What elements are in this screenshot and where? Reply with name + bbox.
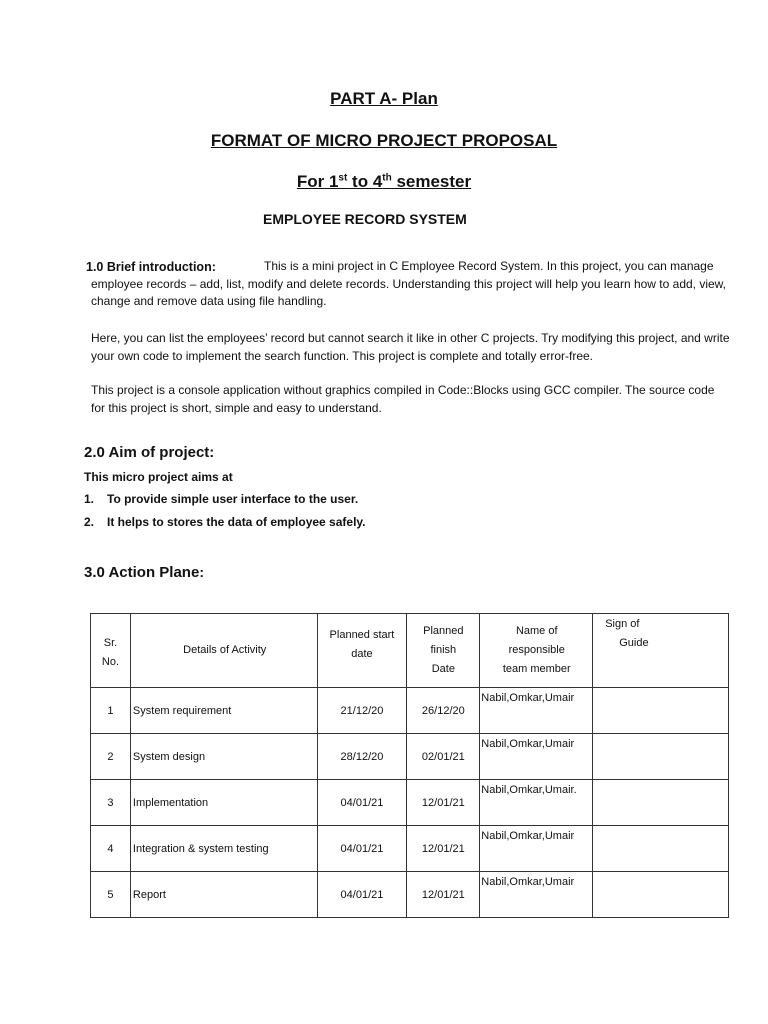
aim-item-number: 2. bbox=[84, 515, 95, 529]
intro-heading: 1.0 Brief introduction: bbox=[86, 260, 216, 274]
intro-paragraph-1 bbox=[91, 258, 731, 311]
cell-activity: Implementation bbox=[130, 780, 317, 826]
header-sr-line2: No. bbox=[101, 655, 120, 668]
intro-paragraph-1-text: This is a mini project in C Employee Record System. In this project, you can manage employee records – add, list, modify and delete records. Understanding this project will help you learn how to add, view, change and remove data using file handling. bbox=[91, 259, 727, 308]
cell-start-date: 04/01/21 bbox=[317, 872, 407, 918]
cell-sr: 5 bbox=[91, 872, 131, 918]
cell-finish-date: 12/01/21 bbox=[407, 780, 480, 826]
action-plan-heading-text: 3.0 Action Plane bbox=[84, 564, 200, 581]
cell-responsible: Nabil,Omkar,Umair bbox=[480, 688, 593, 734]
header-planned-finish bbox=[407, 614, 480, 688]
cell-finish-date: 12/01/21 bbox=[407, 872, 480, 918]
header-sign-line2: Guide bbox=[619, 637, 649, 649]
header-name-line3: team member bbox=[502, 663, 571, 675]
cell-activity: System requirement bbox=[130, 688, 317, 734]
aim-intro: This micro project aims at bbox=[84, 470, 233, 484]
intro-paragraph-2: Here, you can list the employees’ record but cannot search it like in other C projects. Try modifying this project, and write your own code to implement the search function. This project is complete and totally error-free. bbox=[91, 331, 730, 363]
cell-finish-date: 12/01/21 bbox=[407, 826, 480, 872]
cell-start-date: 04/01/21 bbox=[317, 826, 407, 872]
aim-list-item bbox=[84, 492, 358, 506]
action-plan-heading-colon: : bbox=[199, 564, 204, 580]
aim-list-item bbox=[84, 515, 366, 529]
cell-sr: 4 bbox=[91, 826, 131, 872]
header-sr-line1: Sr. bbox=[103, 636, 118, 649]
header-name-line1: Name of bbox=[515, 625, 558, 637]
cell-finish-date: 02/01/21 bbox=[407, 734, 480, 780]
cell-responsible: Nabil,Omkar,Umair bbox=[480, 872, 593, 918]
semester-sup-last: th bbox=[382, 172, 392, 184]
cell-sign bbox=[593, 872, 729, 918]
semester-prefix: For 1 bbox=[296, 172, 339, 191]
cell-sign bbox=[593, 734, 729, 780]
table-row bbox=[91, 688, 729, 734]
header-finish-line1: Planned bbox=[423, 625, 464, 637]
header-finish-line3: Date bbox=[431, 663, 455, 675]
format-title: FORMAT OF MICRO PROJECT PROPOSAL bbox=[210, 131, 558, 150]
table-header-row bbox=[91, 614, 729, 688]
header-name-line2: responsible bbox=[508, 644, 565, 656]
table-row bbox=[91, 734, 729, 780]
cell-sign bbox=[593, 780, 729, 826]
cell-sr: 3 bbox=[91, 780, 131, 826]
cell-sr: 2 bbox=[91, 734, 131, 780]
cell-responsible: Nabil,Omkar,Umair. bbox=[480, 780, 593, 826]
header-sign-guide bbox=[593, 614, 729, 688]
header-responsible bbox=[480, 614, 593, 688]
cell-start-date: 21/12/20 bbox=[317, 688, 407, 734]
semester-line bbox=[0, 172, 768, 192]
cell-responsible: Nabil,Omkar,Umair bbox=[480, 734, 593, 780]
header-sr-no bbox=[91, 614, 131, 688]
action-plan-table bbox=[90, 613, 729, 918]
cell-finish-date: 26/12/20 bbox=[407, 688, 480, 734]
cell-start-date: 04/01/21 bbox=[317, 780, 407, 826]
part-title: PART A- Plan bbox=[330, 89, 438, 108]
intro-paragraph-3: This project is a console application without graphics compiled in Code::Blocks using GCC compiler. The source code for this project is short, simple and easy to understand. bbox=[91, 383, 715, 415]
action-plan-heading bbox=[84, 564, 204, 581]
aim-heading: 2.0 Aim of project: bbox=[84, 444, 215, 461]
header-start-line1: Planned start bbox=[329, 629, 395, 641]
header-start-line2: date bbox=[351, 648, 373, 660]
header-planned-start bbox=[317, 614, 407, 688]
header-activity: Details of Activity bbox=[130, 614, 317, 688]
cell-activity: Report bbox=[130, 872, 317, 918]
table-row bbox=[91, 780, 729, 826]
cell-responsible: Nabil,Omkar,Umair bbox=[480, 826, 593, 872]
cell-activity: System design bbox=[130, 734, 317, 780]
header-finish-line2: finish bbox=[430, 644, 457, 656]
cell-start-date: 28/12/20 bbox=[317, 734, 407, 780]
header-sign-line1: Sign of bbox=[605, 618, 640, 630]
semester-mid: to 4 bbox=[347, 172, 383, 191]
cell-sign bbox=[593, 826, 729, 872]
project-title: EMPLOYEE RECORD SYSTEM bbox=[263, 211, 467, 227]
aim-item-text: It helps to stores the data of employee safely. bbox=[107, 515, 366, 529]
cell-activity: Integration & system testing bbox=[130, 826, 317, 872]
table-row bbox=[91, 872, 729, 918]
semester-suffix: semester bbox=[391, 172, 472, 191]
semester-sup-first: st bbox=[338, 172, 348, 184]
table-row bbox=[91, 826, 729, 872]
cell-sign bbox=[593, 688, 729, 734]
cell-sr: 1 bbox=[91, 688, 131, 734]
aim-item-text: To provide simple user interface to the user. bbox=[107, 492, 359, 506]
aim-item-number: 1. bbox=[84, 492, 95, 506]
